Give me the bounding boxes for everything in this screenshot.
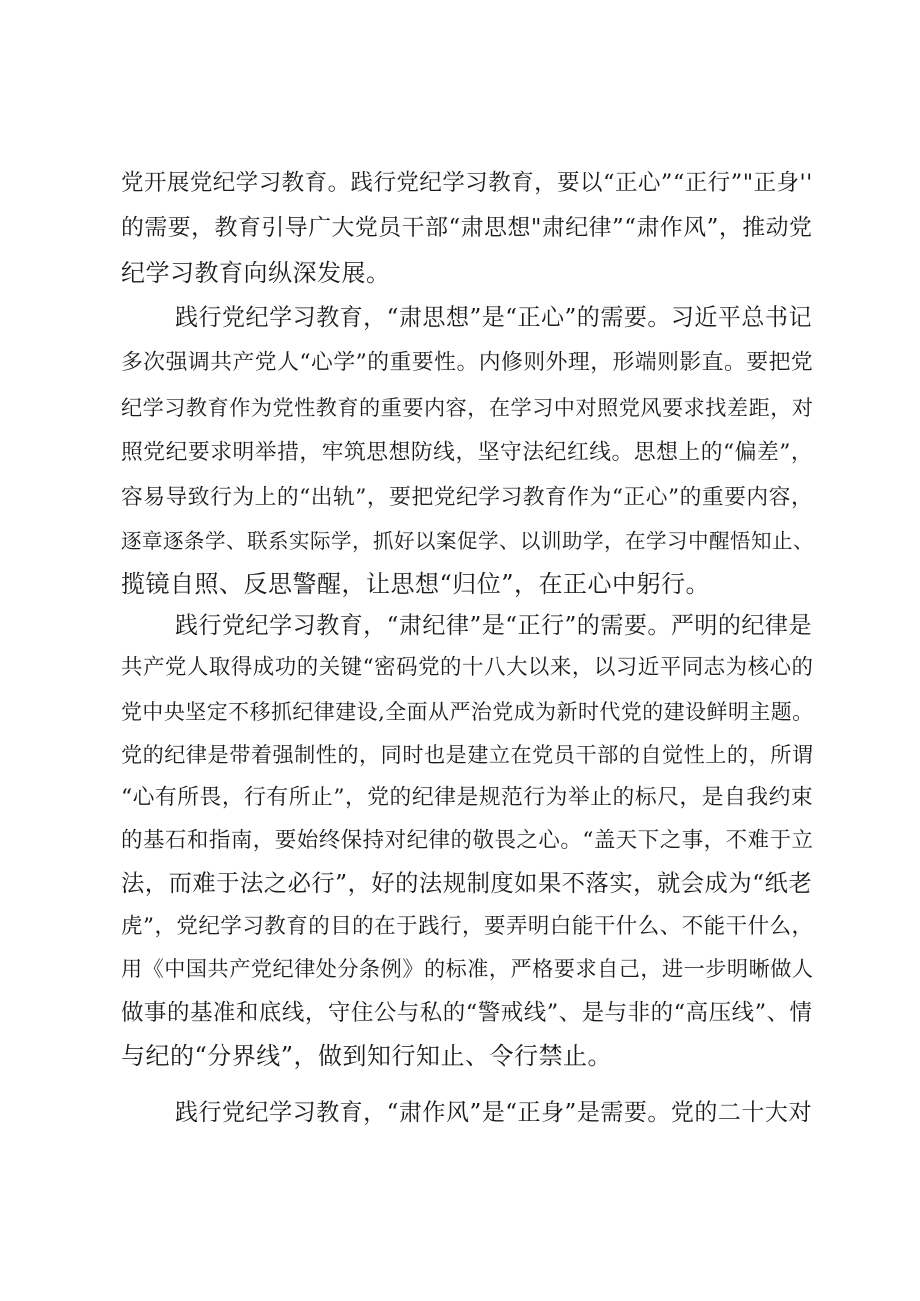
text-line: 的需要，教育引导广大党员干部“肃思想"肃纪律”“肃作风”，推动党 — [121, 215, 813, 241]
text-line: 践行党纪学习教育，“肃纪律”是“正行”的需要。严明的纪律是 — [175, 613, 812, 639]
text-line: 多次强调共产党人“心学”的重要性。内修则外理，形端则影直。要把党 — [121, 350, 814, 375]
text-line: 践行党纪学习教育，“肃思想”是“正心”的需要。习近平总书记 — [175, 305, 812, 331]
text-line: 揽镜自照、反思警醒，让思想“归位”，在正心中躬行。 — [121, 570, 711, 598]
text-line: 做事的基准和底线，守住公与私的“警戒线”、是与非的“高压线”、情 — [121, 1000, 813, 1026]
text-line: 党开展党纪学习教育。践行党纪学习教育，要以“正心”“正行”"正身'' — [121, 170, 813, 196]
text-line: 党中央坚定不移抓纪律建设,全面从严治党成为新时代党的建设鲜明主题。 — [121, 700, 814, 724]
text-line: 的基石和指南，要始终保持对纪律的敬畏之心。“盖天下之事，不难于立 — [121, 828, 814, 853]
text-line: 逐章逐条学、联系实际学，抓好以案促学、以训助学，在学习中醒悟知止、 — [121, 529, 814, 553]
text-line: “心有所畏，行有所止”，党的纪律是规范行为举止的标尺，是自我约束 — [121, 785, 814, 810]
text-line: 纪学习教育作为党性教育的重要内容，在学习中对照党风要求找差距，对 — [121, 395, 814, 420]
text-line: 容易导致行为上的“出轨”，要把党纪学习教育作为“正心”的重要内容， — [121, 485, 814, 510]
text-line: 用《中国共产党纪律处分条例》的标准，严格要求自己，进一步明晰做人 — [121, 956, 814, 981]
text-line: 虎”，党纪学习教育的目的在于践行，要弄明白能干什么、不能干什么， — [121, 914, 814, 939]
text-line: 践行党纪学习教育，“肃作风”是“正身”是需要。党的二十大对 — [175, 1100, 812, 1126]
text-line: 法，而难于法之必行”，好的法规制度如果不落实，就会成为“纸老 — [121, 870, 813, 897]
text-line: 纪学习教育向纵深发展。 — [121, 259, 391, 287]
text-line: 共产党人取得成功的关键“密码党的十八大以来，以习近平同志为核心的 — [121, 655, 814, 680]
text-line: 照党纪要求明举措，牢筑思想防线，坚守法纪红线。思想上的“偏差”， — [121, 440, 814, 465]
text-line: 党的纪律是带着强制性的，同时也是建立在党员干部的自觉性上的，所谓 — [121, 742, 814, 767]
text-line: 与纪的“分界线”，做到知行知止、令行禁止。 — [121, 1042, 613, 1070]
